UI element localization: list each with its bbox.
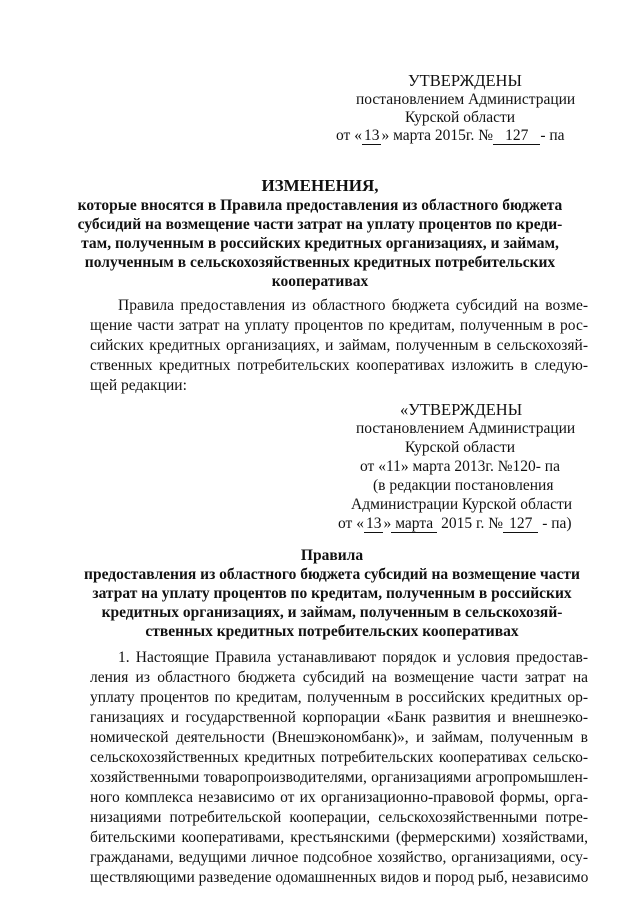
intro-line-5: щей редакции: [90,377,187,394]
para1-line-12: ществляющими разведение одомашненных видов и пород рыб, независимо [90,869,589,886]
approval-inner-line-5: (в редакции постановления [373,477,554,494]
approval-inner-quote: » [383,515,392,532]
rules-title-line-2: затрат на уплату процентов по кредитам, полученным в российских [92,585,572,602]
para1-line-11: гражданами, ведущими личное подсобное хозяйство, организациями, осу- [90,849,588,866]
approval-top-line-2: постановлением Администрации [356,91,576,108]
para1-line-3: уплату процентов по кредитам, полученным в российских кредитных ор- [90,689,588,706]
rules-title-line-3: кредитных организациях, и займам, полученным в сельскохозяй- [101,604,563,621]
approval-top-from: от « [336,127,362,144]
approval-inner-year: 2015 г. № [437,515,504,532]
approval-inner-from: от « [338,515,364,532]
approval-top-line-4 [336,128,565,144]
changes-heading: ИЗМЕНЕНИЯ, [261,176,379,195]
approval-inner-day: 13 [365,515,382,532]
approval-inner-suffix: - па) [538,515,572,532]
changes-title-line-5: кооперативах [271,273,369,290]
para1-line-6: сельскохозяйственных кредитных потребительских кооперативах сельско- [90,749,588,766]
approval-top-title: УТВЕРЖДЕНЫ [408,71,522,90]
rules-heading: Правила [300,547,364,564]
intro-line-3: сийских кредитных организациях, и займам, полученным в сельскохозяй- [90,337,588,354]
approval-top-number: 127 [493,127,540,145]
intro-line-4: ственных кредитных потребительских кооперативах изложить в следую- [90,357,588,374]
para1-line-5: номической деятельности (Внешэкономбанк)», и займам, полученным в [90,729,588,746]
approval-inner-line-4: от «11» марта 2013г. №120- па [360,458,560,475]
approval-top-line-3: Курской области [405,109,516,126]
approval-inner-month: марта [391,515,437,533]
para1-line-2: ления из областного бюджета субсидий на возмещение части затрат на [90,669,588,686]
rules-title-line-1: предоставления из областного бюджета субсидий на возмещение части [84,566,580,583]
para1-line-9: низациями потребительской кооперации, сельскохозяйственными потре- [90,809,588,826]
approval-inner-title: «УТВЕРЖДЕНЫ [400,400,523,419]
para1-line-7: хозяйственными товаропроизводителями, организациями агропромышлен- [90,769,588,786]
approval-inner-line-7 [338,516,572,532]
approval-inner-line-3: Курской области [405,439,516,456]
changes-title-line-4: полученным в сельскохозяйственных кредитных потребительских [84,254,556,271]
para1-line-10: бительскими кооперативами, крестьянскими (фермерскими) хозяйствами, [90,829,588,846]
para1-line-8: ного комплекса независимо от их организационно-правовой формы, орга- [90,789,588,806]
intro-line-2: щение части затрат на уплату процентов по кредитам, полученным в рос- [90,317,588,334]
para1-line-4: ганизациях и государственной корпорации «Банк развития и внешнеэко- [90,709,588,726]
changes-title-line-1: которые вносятся в Правила предоставления из областного бюджета [77,197,563,214]
approval-inner-number: 127 [503,515,538,533]
rules-title-line-4: ственных кредитных потребительских кооперативах [145,623,519,640]
intro-line-1: Правила предоставления из областного бюджета субсидий на возме- [118,297,588,314]
approval-inner-line-6: Администрации Курской области [351,496,573,513]
changes-title-line-3: там, полученным в российских кредитных организациях, и займам, [81,235,559,252]
approval-top-suffix: - па [540,127,565,144]
changes-title-line-2: субсидий на возмещение части затрат на уплату процентов по креди- [77,216,563,233]
approval-top-month-year: » марта 2015г. № [381,127,494,144]
approval-top-day: 13 [363,127,380,144]
para1-line-1: 1. Настоящие Правила устанавливают порядок и условия предостав- [118,649,588,666]
approval-inner-line-2: постановлением Администрации [356,420,576,437]
